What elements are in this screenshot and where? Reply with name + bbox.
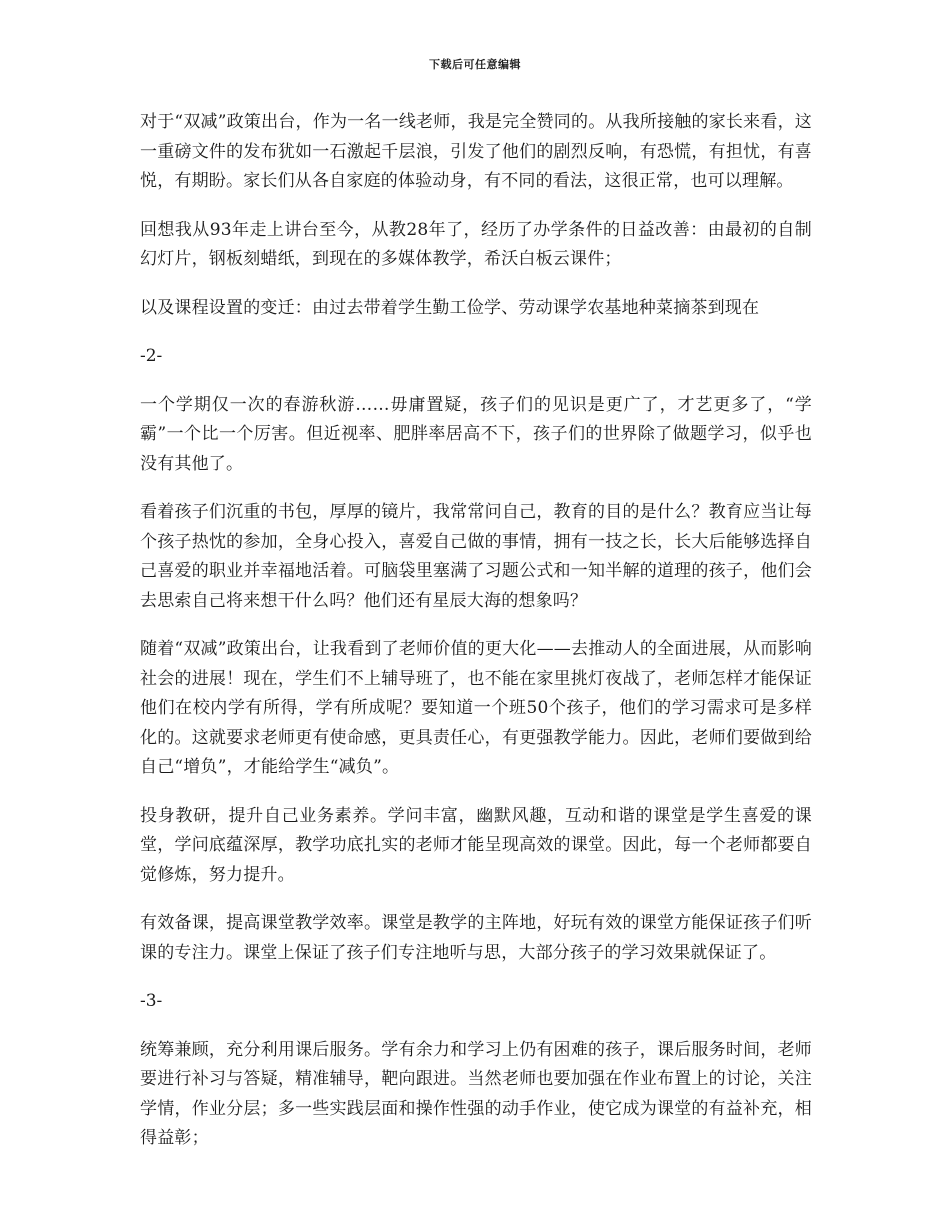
page-header: 下载后可任意编辑	[429, 58, 521, 71]
paragraph: 对于“双减”政策出台，作为一名一线老师，我是完全赞同的。从我所接触的家长来看，这一重磅文件的发布犹如一石激起千层浪，引发了他们的剧烈反响，有恐慌，有担忧，有喜悦，有期盼。家长们从各自家庭的体验动身，有不同的看法，这很正常，也可以理解。	[140, 112, 812, 191]
document-body	[140, 108, 812, 1173]
paragraph: 统筹兼顾，充分利用课后服务。学有余力和学习上仍有困难的孩子，课后服务时间，老师要进行补习与答疑，精准辅导，靶向跟进。当然老师也要加强在作业布置上的讨论，关注学情，作业分层；多一些实践层面和操作性强的动手作业，使它成为课堂的有益补充，相得益彰；	[140, 1039, 812, 1148]
page-number: -2-	[140, 346, 163, 366]
paragraph: 投身教研，提升自己业务素养。学问丰富，幽默风趣，互动和谐的课堂是学生喜爱的课堂，学问底蕴深厚，教学功底扎实的老师才能呈现高效的课堂。因此，每一个老师都要自觉修炼，努力提升。	[140, 805, 812, 885]
paragraph: 随着“双减”政策出台，让我看到了老师价值的更大化——去推动人的全面进展，从而影响社会的进展！现在，学生们不上辅导班了，也不能在家里挑灯夜战了，老师怎样才能保证他们在校内学有所得，学有所成呢？要知道一个班50个孩子，他们的学习需求可是多样化的。这就要求老师更有使命感，更具责任心，有更强教学能力。因此，老师们要做到给自己“增负”，才能给学生“减负”。	[140, 639, 812, 777]
paragraph: 回想我从93年走上讲台至今，从教28年了，经历了办学条件的日益改善：由最初的自制幻灯片，钢板刻蜡纸，到现在的多媒体教学，希沃白板云课件；	[140, 219, 812, 269]
paragraph: 一个学期仅一次的春游秋游……毋庸置疑，孩子们的见识是更广了，才艺更多了，“学霸”一个比一个厉害。但近视率、肥胖率居高不下，孩子们的世界除了做题学习，似乎也没有其他了。	[140, 394, 812, 474]
page-number: -3-	[140, 991, 163, 1011]
paragraph: 以及课程设置的变迁：由过去带着学生勤工俭学、劳动课学农基地种菜摘茶到现在	[140, 297, 760, 318]
paragraph: 看着孩子们沉重的书包，厚厚的镜片，我常常问自己，教育的目的是什么？教育应当让每个孩子热忱的参加，全身心投入，喜爱自己做的事情，拥有一技之长，长大后能够选择自己喜爱的职业并幸福地活着。可脑袋里塞满了习题公式和一知半解的道理的孩子，他们会去思索自己将来想干什么吗？他们还有星辰大海的想象吗？	[140, 502, 812, 611]
paragraph: 有效备课，提高课堂教学效率。课堂是教学的主阵地，好玩有效的课堂方能保证孩子们听课的专注力。课堂上保证了孩子们专注地听与思，大部分孩子的学习效果就保证了。	[140, 913, 812, 963]
